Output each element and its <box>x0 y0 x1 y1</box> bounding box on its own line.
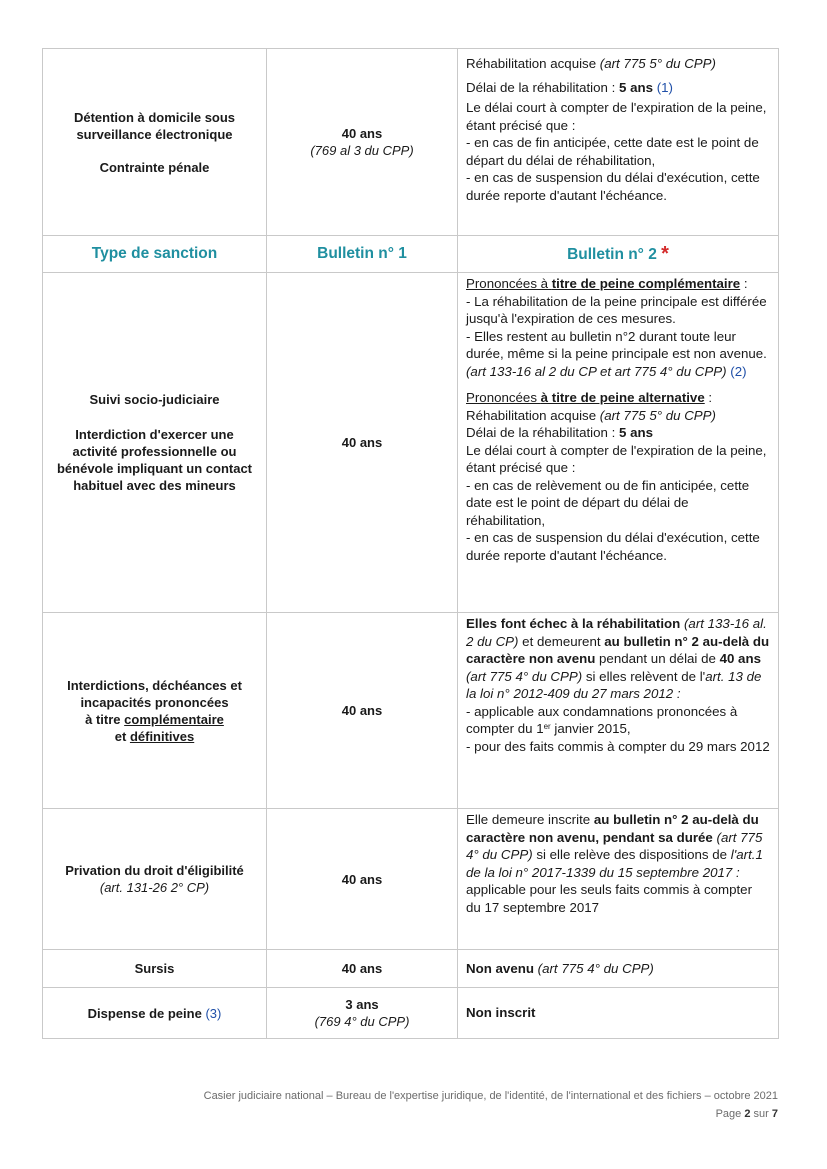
suivi-alt-delay-label: Délai de la réhabilitation : <box>466 425 620 440</box>
interdictions-text1: et demeurent <box>518 633 605 649</box>
b2-detention-item1: - en cas de fin anticipée, cette date est le point de départ du délai de réhabilitation, <box>466 135 759 168</box>
interdictions-text3: si elles relèvent de l' <box>582 668 706 684</box>
cell-b1-detention <box>267 49 458 236</box>
header-bulletin-1: Bulletin n° 1 <box>267 236 458 273</box>
type-interdictions-definitives: définitives <box>129 728 195 744</box>
b2-detention-text: Le délai court à compter de l'expiration de la peine, étant précisé que : <box>466 100 767 133</box>
suivi-comp-item2: - Elles restent au bulletin n°2 durant toute leur durée, même si la peine principale est non avenue. <box>466 328 767 361</box>
sanction-table <box>42 48 779 1039</box>
cell-b2-eligibilite <box>458 809 779 950</box>
b2-sursis-value: Non avenu <box>466 960 534 976</box>
b2-dispense-value: Non inscrit <box>466 1005 536 1021</box>
suivi-comp-item1: - La réhabilitation de la peine principale est différée jusqu'à l'expiration de ces mesures. <box>466 293 767 326</box>
eligibilite-paragraph <box>466 811 770 881</box>
interdictions-ref2: (art 775 4° du CPP) <box>466 668 583 684</box>
cell-b2-detention <box>458 49 779 236</box>
interdictions-bold3: 40 ans <box>719 651 761 666</box>
eligibilite-text2: si elle relève des dispositions de <box>532 847 731 862</box>
suivi-alt-delay-value: 5 ans <box>619 425 654 440</box>
table-row-suivi <box>43 273 779 613</box>
suivi-alt-title: à titre de peine alternative <box>540 390 705 405</box>
suivi-comp-title: titre de peine complémentaire <box>551 276 741 291</box>
cell-b2-interdictions <box>458 613 779 809</box>
header-bulletin-2 <box>458 236 779 273</box>
interdictions-paragraph <box>466 615 770 703</box>
suivi-alt-prefix: Prononcées <box>466 390 541 405</box>
cell-type-sursis: Sursis <box>43 950 267 988</box>
type-interdictions-line3: et <box>114 728 130 744</box>
interdictions-item1-end: janvier 2015, <box>550 721 631 736</box>
b2-sursis-ref: (art 775 4° du CPP) <box>533 960 654 976</box>
eligibilite-text1: Elle demeure inscrite <box>466 812 594 827</box>
b1-detention-ref: (769 al 3 du CPP) <box>310 143 414 158</box>
b1-sursis-value: 40 ans <box>341 961 383 976</box>
suivi-alt-item1: - en cas de relèvement ou de fin anticipée, cette date est le point de départ du délai de réhabilitation, <box>466 477 750 528</box>
cell-b1-suivi <box>267 273 458 613</box>
page-footer <box>204 1087 778 1123</box>
interdictions-ref1: (art 133-16 al. 2 du CP) <box>466 616 767 649</box>
cell-b2-dispense <box>458 988 779 1039</box>
cell-b1-sursis <box>267 950 458 988</box>
note-link-1[interactable]: (1) <box>656 79 673 95</box>
note-link-2[interactable]: (2) <box>730 363 747 379</box>
type-detention-line1: Détention à domicile sous <box>73 109 236 125</box>
suivi-alt-text: Le délai court à compter de l'expiration de la peine, étant précisé que : <box>466 442 767 475</box>
suivi-comp-suffix: : <box>740 276 748 291</box>
type-detention-line2: surveillance électronique <box>76 126 233 142</box>
b1-suivi-value: 40 ans <box>341 435 383 450</box>
table-row-dispense <box>43 988 779 1039</box>
suivi-comp-prefix: Prononcées à <box>466 276 552 291</box>
table-row-eligibilite <box>43 809 779 950</box>
b2-detention-delay-value: 5 ans <box>619 79 654 95</box>
table-row-interdictions <box>43 613 779 809</box>
eligibilite-ref2: l'art.1 de la loi n° 2017-1339 du 15 septembre 2017 : <box>466 847 763 880</box>
page-prefix: Page <box>715 1108 745 1120</box>
type-detention-line3: Contrainte pénale <box>99 159 210 175</box>
type-interdictions-line1: Interdictions, déchéances et incapacités prononcées <box>67 677 242 710</box>
suivi-alt-rehab: Réhabilitation acquise <box>466 407 600 423</box>
eligibilite-bold1: au bulletin n° 2 au-delà du caractère non avenu, pendant sa durée <box>466 812 759 845</box>
type-suivi-title: Suivi socio-judiciaire <box>89 392 220 407</box>
type-interdictions-complementaire: complémentaire <box>124 711 224 727</box>
suivi-alt-item2: - en cas de suspension du délai d'exécution, cette durée reporte d'autant l'échéance. <box>466 530 760 563</box>
cell-b1-interdictions <box>267 613 458 809</box>
page-mid: sur <box>750 1108 772 1120</box>
b2-detention-rehab: Réhabilitation acquise <box>466 56 600 71</box>
cell-type-dispense <box>43 988 267 1039</box>
table-header-row <box>43 236 779 273</box>
interdictions-item1: - applicable aux condamnations prononcées à compter du 1 <box>466 703 738 736</box>
cell-b2-sursis <box>458 950 779 988</box>
b1-dispense-ref: (769 4° du CPP) <box>314 1014 410 1029</box>
cell-b1-dispense <box>267 988 458 1039</box>
cell-type-detention <box>43 49 267 236</box>
header-type-sanction: Type de sanction <box>43 236 267 273</box>
cell-type-interdictions <box>43 613 267 809</box>
interdictions-bold2: au bulletin n° 2 au-delà du caractère non avenu <box>466 633 770 666</box>
page-number <box>204 1105 778 1123</box>
b2-detention-rehab-ref: (art 775 5° du CPP) <box>599 56 716 71</box>
b1-dispense-value: 3 ans <box>345 997 379 1012</box>
type-suivi-desc: Interdiction d'exercer une activité professionnelle ou bénévole impliquant un contact habituel avec des mineurs <box>56 427 253 493</box>
table-row-detention <box>43 49 779 236</box>
suivi-alt-suffix: : <box>704 390 713 405</box>
table-row-sursis <box>43 950 779 988</box>
interdictions-bold1: Elles font échec à la réhabilitation <box>466 616 681 631</box>
interdictions-item2: - pour des faits commis à compter du 29 mars 2012 <box>466 738 770 754</box>
b1-detention-value: 40 ans <box>341 126 383 141</box>
eligibilite-text3: applicable pour les seuls faits commis à compter du 17 septembre 2017 <box>466 882 753 915</box>
eligibilite-ref1: (art 775 4° du CPP) <box>466 829 763 862</box>
suivi-alt-rehab-ref: (art 775 5° du CPP) <box>599 407 716 423</box>
b2-detention-item2: - en cas de suspension du délai d'exécution, cette durée reporte d'autant l'échéance. <box>466 170 760 203</box>
b1-interdictions-value: 40 ans <box>341 703 383 718</box>
interdictions-text2: pendant un délai de <box>595 651 720 666</box>
page-current: 2 <box>744 1108 751 1120</box>
cell-b1-eligibilite <box>267 809 458 950</box>
interdictions-ref3: art. 13 de la loi n° 2012-409 du 27 mars 2012 : <box>466 668 762 701</box>
header-bulletin-2-label: Bulletin n° 2 <box>567 245 657 263</box>
b2-detention-delay-label: Délai de la réhabilitation : <box>466 79 620 95</box>
cell-b2-suivi <box>458 273 779 613</box>
interdictions-item1-sup: er <box>543 722 551 731</box>
suivi-comp-ref: (art 133-16 al 2 du CP et art 775 4° du CPP) <box>466 363 727 379</box>
type-eligibilite-ref: (art. 131-26 2° CP) <box>99 880 210 895</box>
type-interdictions-line2: à titre <box>85 711 125 727</box>
type-dispense-title: Dispense de peine <box>87 1005 202 1021</box>
footer-text: Casier judiciaire national – Bureau de l'expertise juridique, de l'identité, de l'international et des fichiers – octobre 2021 <box>203 1090 778 1102</box>
type-eligibilite-title: Privation du droit d'éligibilité <box>65 863 244 878</box>
b1-eligibilite-value: 40 ans <box>341 871 383 887</box>
note-link-3[interactable]: (3) <box>205 1005 222 1021</box>
asterisk-note: * <box>661 242 669 265</box>
cell-type-eligibilite <box>43 809 267 950</box>
page-total: 7 <box>771 1108 778 1120</box>
cell-type-suivi <box>43 273 267 613</box>
